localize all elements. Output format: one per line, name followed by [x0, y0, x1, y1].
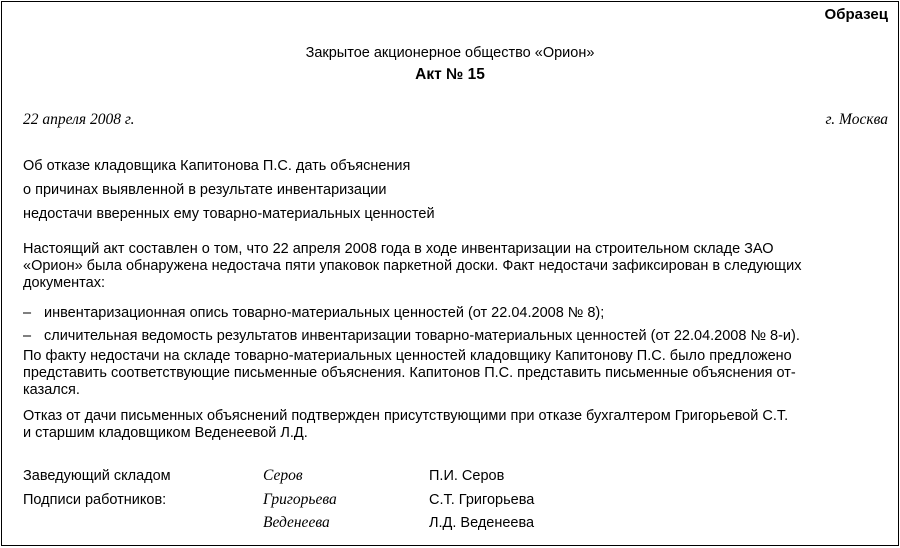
- body-paragraph-1: [23, 241, 885, 292]
- body-line: представить соответствующие письменные объяснения. Капитонов П.С. представить письменные объяснения от-: [23, 365, 796, 381]
- body-line: Отказ от дачи письменных объяснений подтвержден присутствующими при отказе бухгалтером Григорьевой С.Т.: [23, 408, 789, 424]
- signer-name: Л.Д. Веденеева: [429, 515, 535, 531]
- signer-name: С.Т. Григорьева: [429, 492, 535, 508]
- sample-label: Образец: [824, 6, 888, 23]
- list-item: [23, 302, 885, 325]
- body-paragraph-3: [23, 408, 885, 442]
- signer-name: П.И. Серов: [429, 468, 505, 484]
- organization-name: Закрытое акционерное общество «Орион»: [305, 45, 595, 61]
- document-page: [1, 1, 899, 546]
- list-marker: –: [23, 328, 32, 344]
- subject-line: Об отказе кладовщика Капитонова П.С. дать объяснения: [23, 158, 411, 174]
- body-line: «Орион» была обнаружена недостача пяти упаковок паркетной доски. Факт недостачи зафиксирован в следующих: [23, 258, 802, 274]
- head-of-warehouse-label: Заведующий складом: [23, 468, 171, 484]
- subject-line: недостачи вверенных ему товарно-материальных ценностей: [23, 206, 435, 222]
- body-line: документах:: [23, 275, 105, 291]
- signature-vedeneeva: Веденеева: [263, 514, 330, 531]
- act-subject: [23, 154, 885, 226]
- act-date: 22 апреля 2008 г.: [23, 111, 135, 128]
- list-item-text: инвентаризационная опись товарно-материальных ценностей (от 22.04.2008 № 8);: [44, 305, 605, 321]
- act-title: Акт № 15: [415, 66, 485, 83]
- body-line: и старшим кладовщиком Веденеевой Л.Д.: [23, 425, 308, 441]
- act-city: г. Москва: [825, 111, 888, 128]
- subject-line: о причинах выявленной в результате инвентаризации: [23, 182, 387, 198]
- body-paragraph-2: [23, 348, 885, 399]
- list-marker: –: [23, 305, 32, 321]
- signature-serov: Серов: [263, 467, 303, 484]
- list-item: [23, 325, 885, 348]
- signature-grigorieva: Григорьева: [263, 491, 337, 508]
- documents-list: [23, 302, 885, 348]
- body-line: По факту недостачи на складе товарно-материальных ценностей кладовщику Капитонову П.С. было предложено: [23, 348, 792, 364]
- body-line: казался.: [23, 382, 80, 398]
- list-item-text: сличительная ведомость результатов инвентаризации товарно-материальных ценностей (от 22.04.2008 № 8-и).: [44, 328, 800, 344]
- workers-signatures-label: Подписи работников:: [23, 492, 167, 508]
- body-line: Настоящий акт составлен о том, что 22 апреля 2008 года в ходе инвентаризации на строительном складе ЗАО: [23, 241, 774, 257]
